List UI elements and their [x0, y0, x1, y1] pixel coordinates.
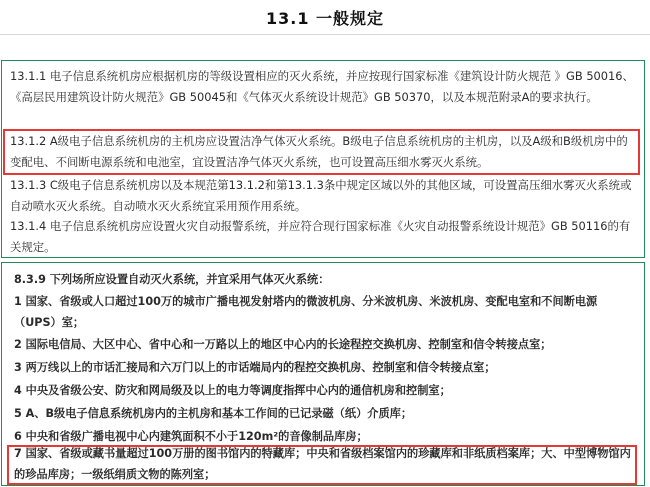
section-13-box: [1, 60, 645, 258]
list-item: 3 两万线以上的市话汇接局和六万门以上的市话端局内的程控交换机房、控制室和信令转接点室；: [14, 361, 496, 374]
clause-13-1-2: 13.1.2 A级电子信息系统机房的主机房应设置洁净气体灭火系统。B级电子信息系统机房的主机房，以及A级和B级机房中的变配电、不间断电源系统和电池室，宜设置洁净气体灭火系统，也可设置高压细水雾灭火系统。: [10, 134, 628, 169]
list-item: 2 国际电信局、大区中心、省中心和一万路以上的地区中心内的长途程控交换机房、控制室和信令转接点室；: [14, 338, 552, 351]
list-item: 7 国家、省级或藏书量超过100万册的图书馆内的特藏库；中央和省级档案馆内的珍藏库和非纸质档案库；大、中型博物馆内的珍品库房；一级纸绢质文物的陈列室；: [14, 447, 631, 481]
clause-13-1-4: 13.1.4 电子信息系统机房应设置火灾自动报警系统，并应符合现行国家标准《火灾自动报警系统设计规范》GB 50116的有关规定。: [10, 219, 631, 254]
list-item: 6 中央和省级广播电视中心内建筑面积不小于120m²的音像制品库房；: [14, 430, 368, 443]
title-divider: [0, 34, 650, 35]
list-item: 1 国家、省级或人口超过100万的城市广播电视发射塔内的微波机房、分米波机房、米波机房、变配电室和不间断电源（UPS）室；: [14, 295, 598, 329]
clause-13-1-3: 13.1.3 C级电子信息系统机房以及本规范第13.1.2和第13.1.3条中规定区域以外的其他区域，可设置高压细水雾灭火系统或自动喷水灭火系统。自动喷水灭火系统宜采用预作用系统。: [10, 178, 632, 213]
section-8-3-9-box: [1, 262, 645, 486]
page-title: 13.1 一般规定: [265, 9, 385, 28]
list-item: 4 中央及省级公安、防灾和网局级及以上的电力等调度指挥中心内的通信机房和控制室；: [14, 384, 451, 397]
clause-13-1-1: 13.1.1 电子信息系统机房应根据机房的等级设置相应的灭火系统，并应按现行国家标准《建筑设计防火规范 》GB 50016、《高层民用建筑设计防火规范》GB 50045和《气体灭火系统设计规范》GB 50370，以及本规范附录A的要求执行。: [10, 69, 634, 104]
list-item: 5 A、B级电子信息系统机房内的主机房和基本工作间的已记录磁（纸）介质库；: [14, 407, 413, 420]
clause-8-3-9-heading: 8.3.9 下列场所应设置自动灭火系统，并宜采用气体灭火系统：: [14, 273, 330, 286]
